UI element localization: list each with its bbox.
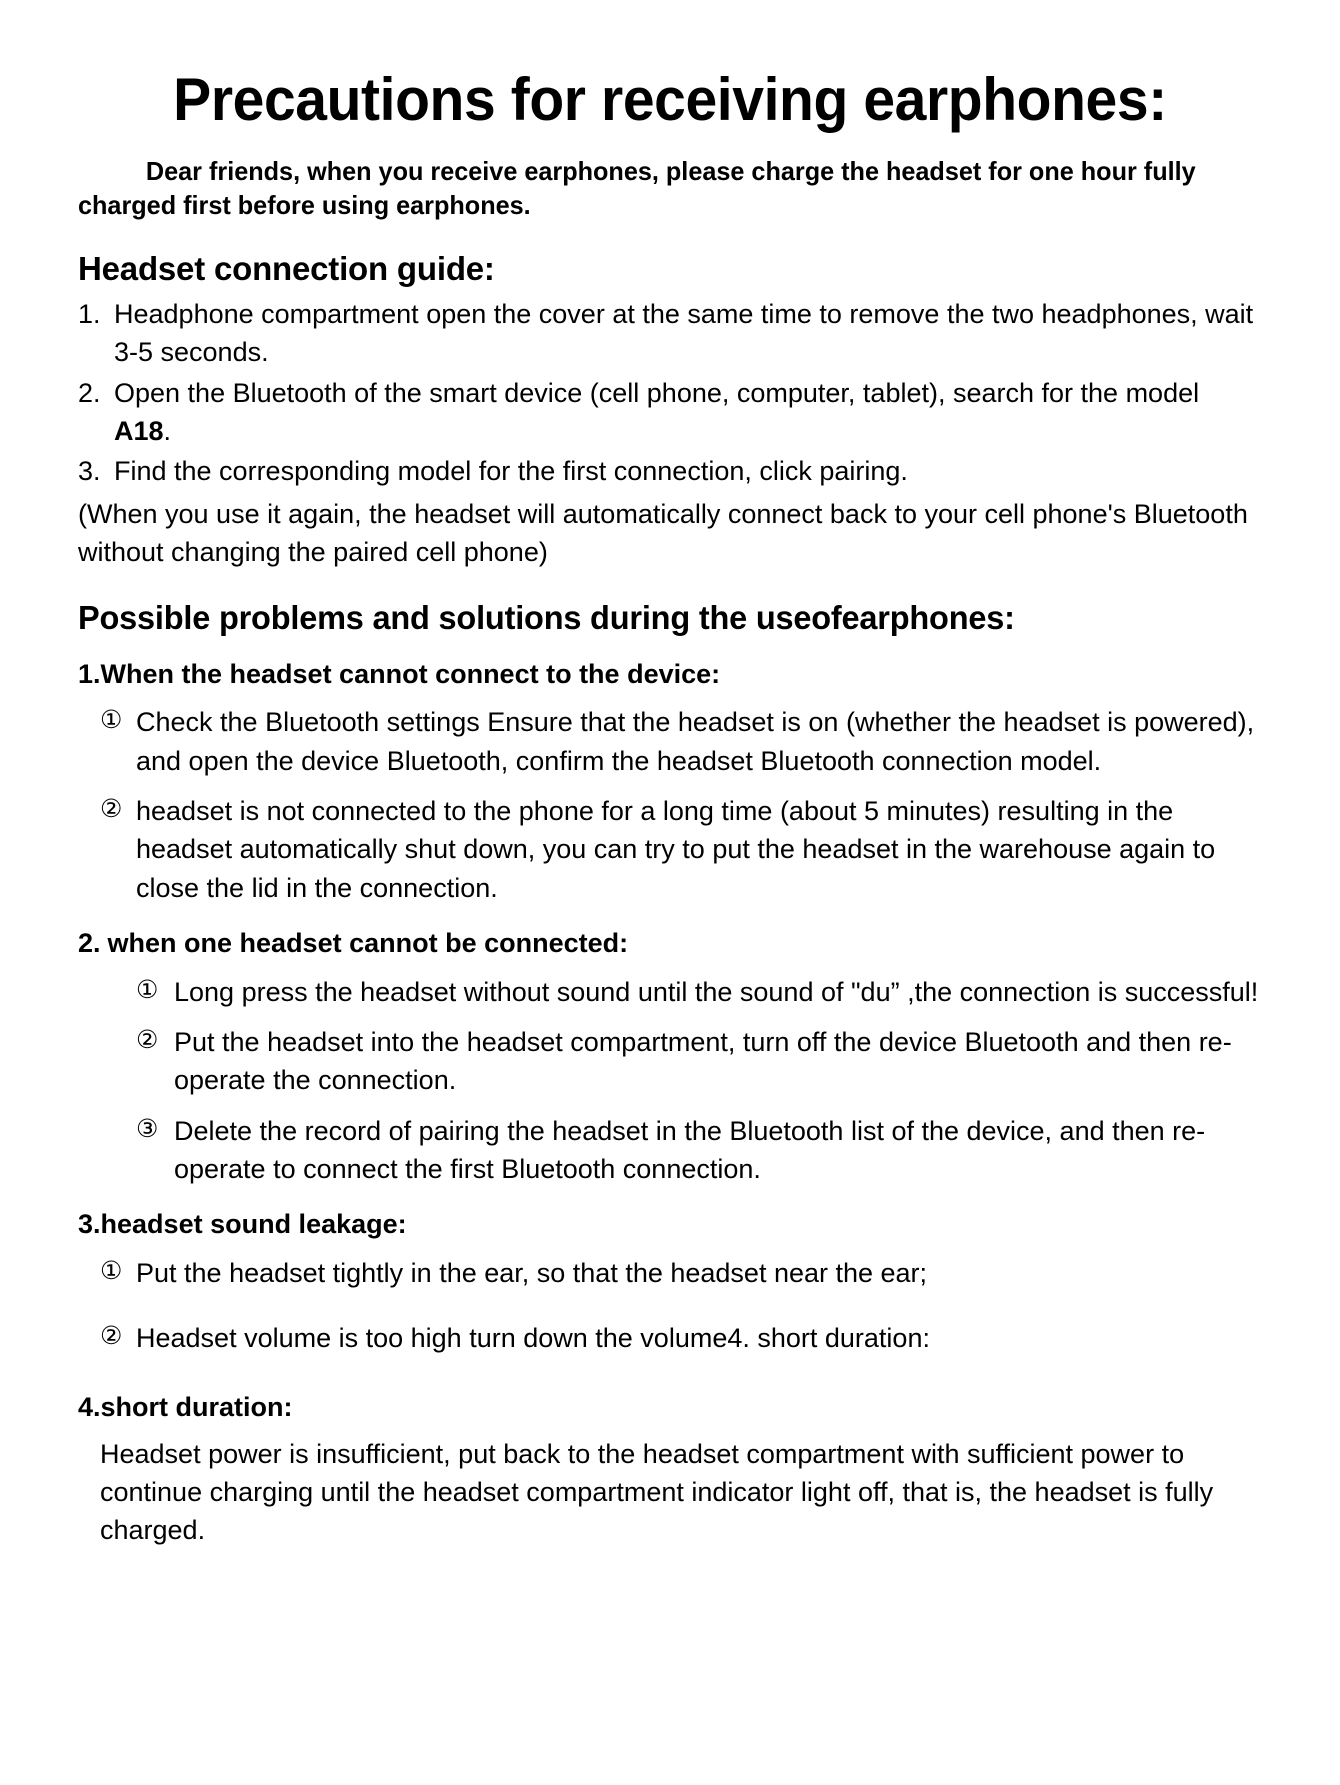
list-item-text: Check the Bluetooth settings Ensure that the headset is on (whether the headset is powered), and open the device Bluetooth, confirm the headset Bluetooth connection model. [136, 707, 1255, 776]
problem-number: 4. [78, 1391, 101, 1422]
problem-heading-4 [78, 1391, 1262, 1425]
problem-heading-1 [78, 658, 1262, 692]
problem-title: when one headset cannot be connected: [107, 928, 629, 959]
list-item [78, 1254, 1262, 1292]
problem-3-items [78, 1254, 1262, 1357]
connection-note: (When you use it again, the headset will automatically connect back to your cell phone's Bluetooth without changing the paired cell phone) [78, 499, 1248, 568]
list-item-text: Long press the headset without sound until the sound of "du” ,the connection is successful! [174, 976, 1259, 1007]
list-item [78, 1112, 1262, 1189]
circled-number-2-icon: ② [100, 1321, 123, 1350]
list-item [78, 973, 1262, 1011]
step-text-before: Open the Bluetooth of the smart device (cell phone, computer, tablet), search for the model [114, 377, 1200, 408]
list-item [78, 792, 1262, 907]
connection-step-1 [78, 295, 1262, 372]
step-marker: 3. [78, 456, 101, 487]
problem-title: When the headset cannot connect to the device: [100, 658, 721, 689]
list-item-text: Headset volume is too high turn down the volume4. short duration: [136, 1322, 930, 1353]
list-item [78, 1319, 1262, 1357]
list-item [78, 703, 1262, 780]
page-title: Precautions for receiving earphones: [173, 66, 1167, 133]
connection-steps-list [78, 295, 1262, 491]
circled-number-1-icon: ① [100, 1257, 123, 1286]
heading-connection-guide: Headset connection guide: [78, 250, 495, 288]
circled-number-1-icon: ① [100, 706, 123, 735]
intro-paragraph: Dear friends, when you receive earphones, please charge the headset for one hour fully charged first before using earphones. [78, 155, 1196, 221]
problem-number: 3. [78, 1209, 101, 1240]
model-name: A18 [114, 415, 164, 446]
connection-step-3 [78, 452, 1262, 490]
problem-number: 1. [78, 658, 101, 689]
step-marker: 1. [78, 298, 101, 329]
problem-title: short duration: [100, 1391, 293, 1422]
list-item-text: Put the headset tightly in the ear, so that the headset near the ear; [136, 1258, 928, 1289]
problem-1-items [78, 703, 1262, 907]
problem-2-items [78, 973, 1262, 1189]
circled-number-2-icon: ② [136, 1026, 159, 1055]
circled-number-1-icon: ① [136, 975, 159, 1004]
heading-possible-problems: Possible problems and solutions during the useofearphones: [78, 599, 1015, 637]
step-text-after: . [163, 415, 172, 446]
step-marker: 2. [78, 377, 101, 408]
step-text: Find the corresponding model for the first connection, click pairing. [114, 456, 908, 487]
problem-heading-3 [78, 1208, 1262, 1242]
problem-number: 2. [78, 928, 101, 959]
problem-heading-2 [78, 927, 1262, 961]
problem-4-paragraph: Headset power is insufficient, put back to the headset compartment with sufficient power to continue charging until the headset compartment indicator light off, that is, the headset is fully charged. [100, 1438, 1214, 1546]
list-item-text: Delete the record of pairing the headset in the Bluetooth list of the device, and then re-operate to connect the first Bluetooth connection. [174, 1115, 1206, 1185]
list-item [78, 1023, 1262, 1100]
connection-step-2 [78, 374, 1262, 451]
list-item-text: Put the headset into the headset compartment, turn off the device Bluetooth and then re-operate the connection. [174, 1027, 1232, 1096]
circled-number-2-icon: ② [100, 795, 123, 824]
list-item-text: headset is not connected to the phone for a long time (about 5 minutes) resulting in the headset automatically shut down, you can try to put the headset in the warehouse again to close the lid in the connection. [136, 796, 1216, 903]
problem-title: headset sound leakage: [100, 1209, 407, 1240]
step-text: Headphone compartment open the cover at the same time to remove the two headphones, wait 3-5 seconds. [114, 298, 1254, 368]
circled-number-3-icon: ③ [136, 1114, 159, 1143]
